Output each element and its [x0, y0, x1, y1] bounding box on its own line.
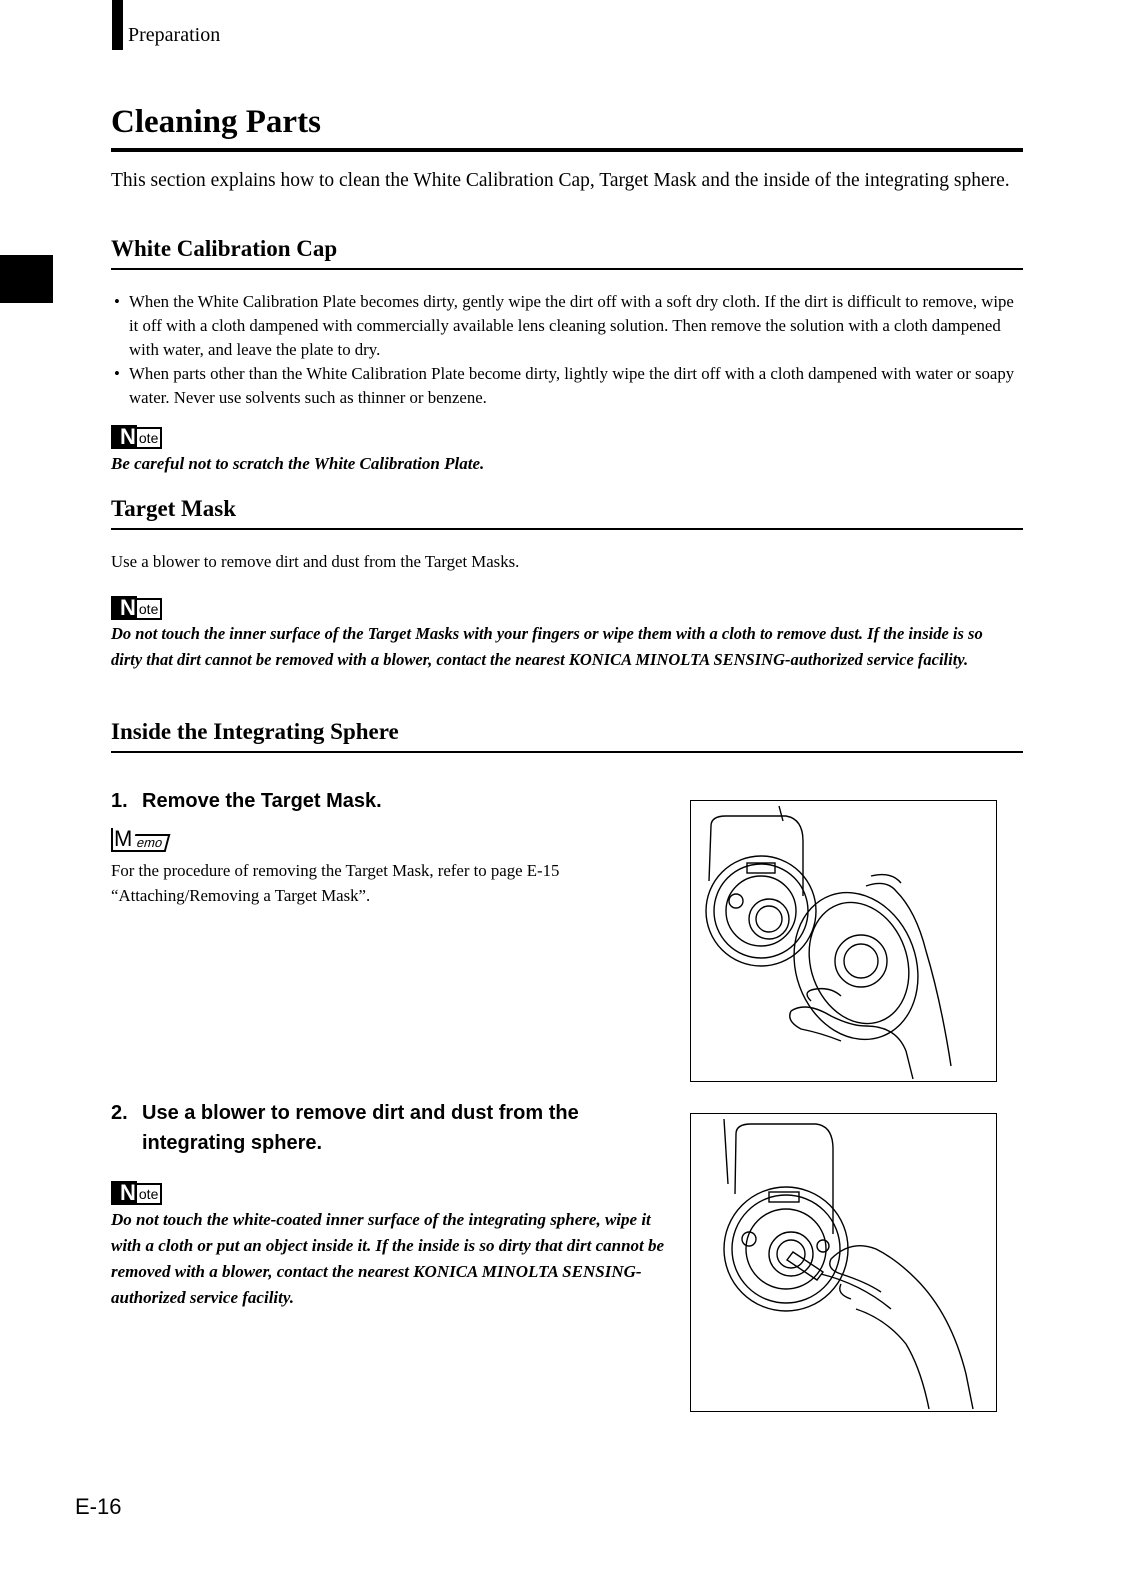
- illustration-blower-cleaning: [691, 1114, 996, 1411]
- section-heading-white-cap: White Calibration Cap: [111, 236, 338, 261]
- note-badge: [111, 1181, 162, 1205]
- note-badge-letter: N: [111, 425, 137, 449]
- step-text-line-2: integrating sphere.: [142, 1132, 323, 1154]
- note-text: Do not touch the inner surface of the Target Masks with your fingers or wipe them with a cloth to remove dust. If the inside is so dirty that dirt cannot be removed with a blower, contact the nearest KONICA MINOLTA SENSING-authorized service facility.: [111, 624, 983, 669]
- note-badge: [111, 425, 162, 449]
- memo-badge-suffix: emo: [131, 834, 171, 852]
- note-badge: [111, 596, 162, 620]
- page-number: E-16: [75, 1494, 122, 1519]
- list-item: • When the White Calibration Plate becomes dirty, gently wipe the dirt off with a soft dry cloth. If the dirt is difficult to remove, wipe it off with a cloth dampened with commercially available lens cleaning solution. Then remove the solution with a cloth dampened with water, and leave the plate to dry.: [111, 290, 1023, 362]
- illustration-remove-target-mask: [691, 801, 996, 1081]
- step-number: 1.: [111, 790, 128, 812]
- title-rule: [111, 148, 1023, 152]
- section-rule: [111, 268, 1023, 270]
- note-badge-suffix: ote: [137, 427, 162, 449]
- note-badge-suffix: ote: [137, 598, 162, 620]
- page-title: Cleaning Parts: [111, 104, 321, 140]
- intro-paragraph: This section explains how to clean the White Calibration Cap, Target Mask and the inside of the integrating sphere.: [111, 170, 1010, 191]
- white-cap-bullets: [111, 290, 1023, 410]
- step-text-line-1: Use a blower to remove dirt and dust from the: [142, 1102, 579, 1124]
- figure-blower-cleaning: [690, 1113, 997, 1412]
- running-header: Preparation: [128, 24, 221, 46]
- list-item: • When parts other than the White Calibration Plate become dirty, lightly wipe the dirt off with a cloth dampened with water or soapy water. Never use solvents such as thinner or benzene.: [111, 362, 1023, 410]
- step-1: [111, 786, 671, 816]
- target-mask-text: Use a blower to remove dirt and dust from the Target Masks.: [111, 552, 520, 571]
- step-2: [111, 1098, 671, 1158]
- memo-badge-letter: M: [111, 828, 133, 852]
- section-rule: [111, 528, 1023, 530]
- note-text: Be careful not to scratch the White Calibration Plate.: [111, 454, 485, 473]
- note-badge-letter: N: [111, 596, 137, 620]
- note-badge-letter: N: [111, 1181, 137, 1205]
- memo-text: For the procedure of removing the Target Mask, refer to page E-15 “Attaching/Removing a Target Mask”.: [111, 861, 560, 905]
- note-badge-suffix: ote: [137, 1183, 162, 1205]
- section-heading-target-mask: Target Mask: [111, 496, 237, 521]
- step-number: 2.: [111, 1102, 128, 1124]
- note-text: Do not touch the white-coated inner surface of the integrating sphere, wipe it with a cloth or put an object inside it. If the inside is so dirty that dirt cannot be removed with a blower, contact the nearest KONICA MINOLTA SENSING-authorized service facility.: [111, 1210, 665, 1307]
- section-rule: [111, 751, 1023, 753]
- memo-badge: [111, 828, 169, 852]
- figure-remove-target-mask: [690, 800, 997, 1082]
- chapter-tab: [0, 255, 53, 303]
- step-text: Remove the Target Mask.: [142, 790, 382, 812]
- header-bar: [112, 0, 123, 50]
- section-heading-sphere: Inside the Integrating Sphere: [111, 719, 399, 744]
